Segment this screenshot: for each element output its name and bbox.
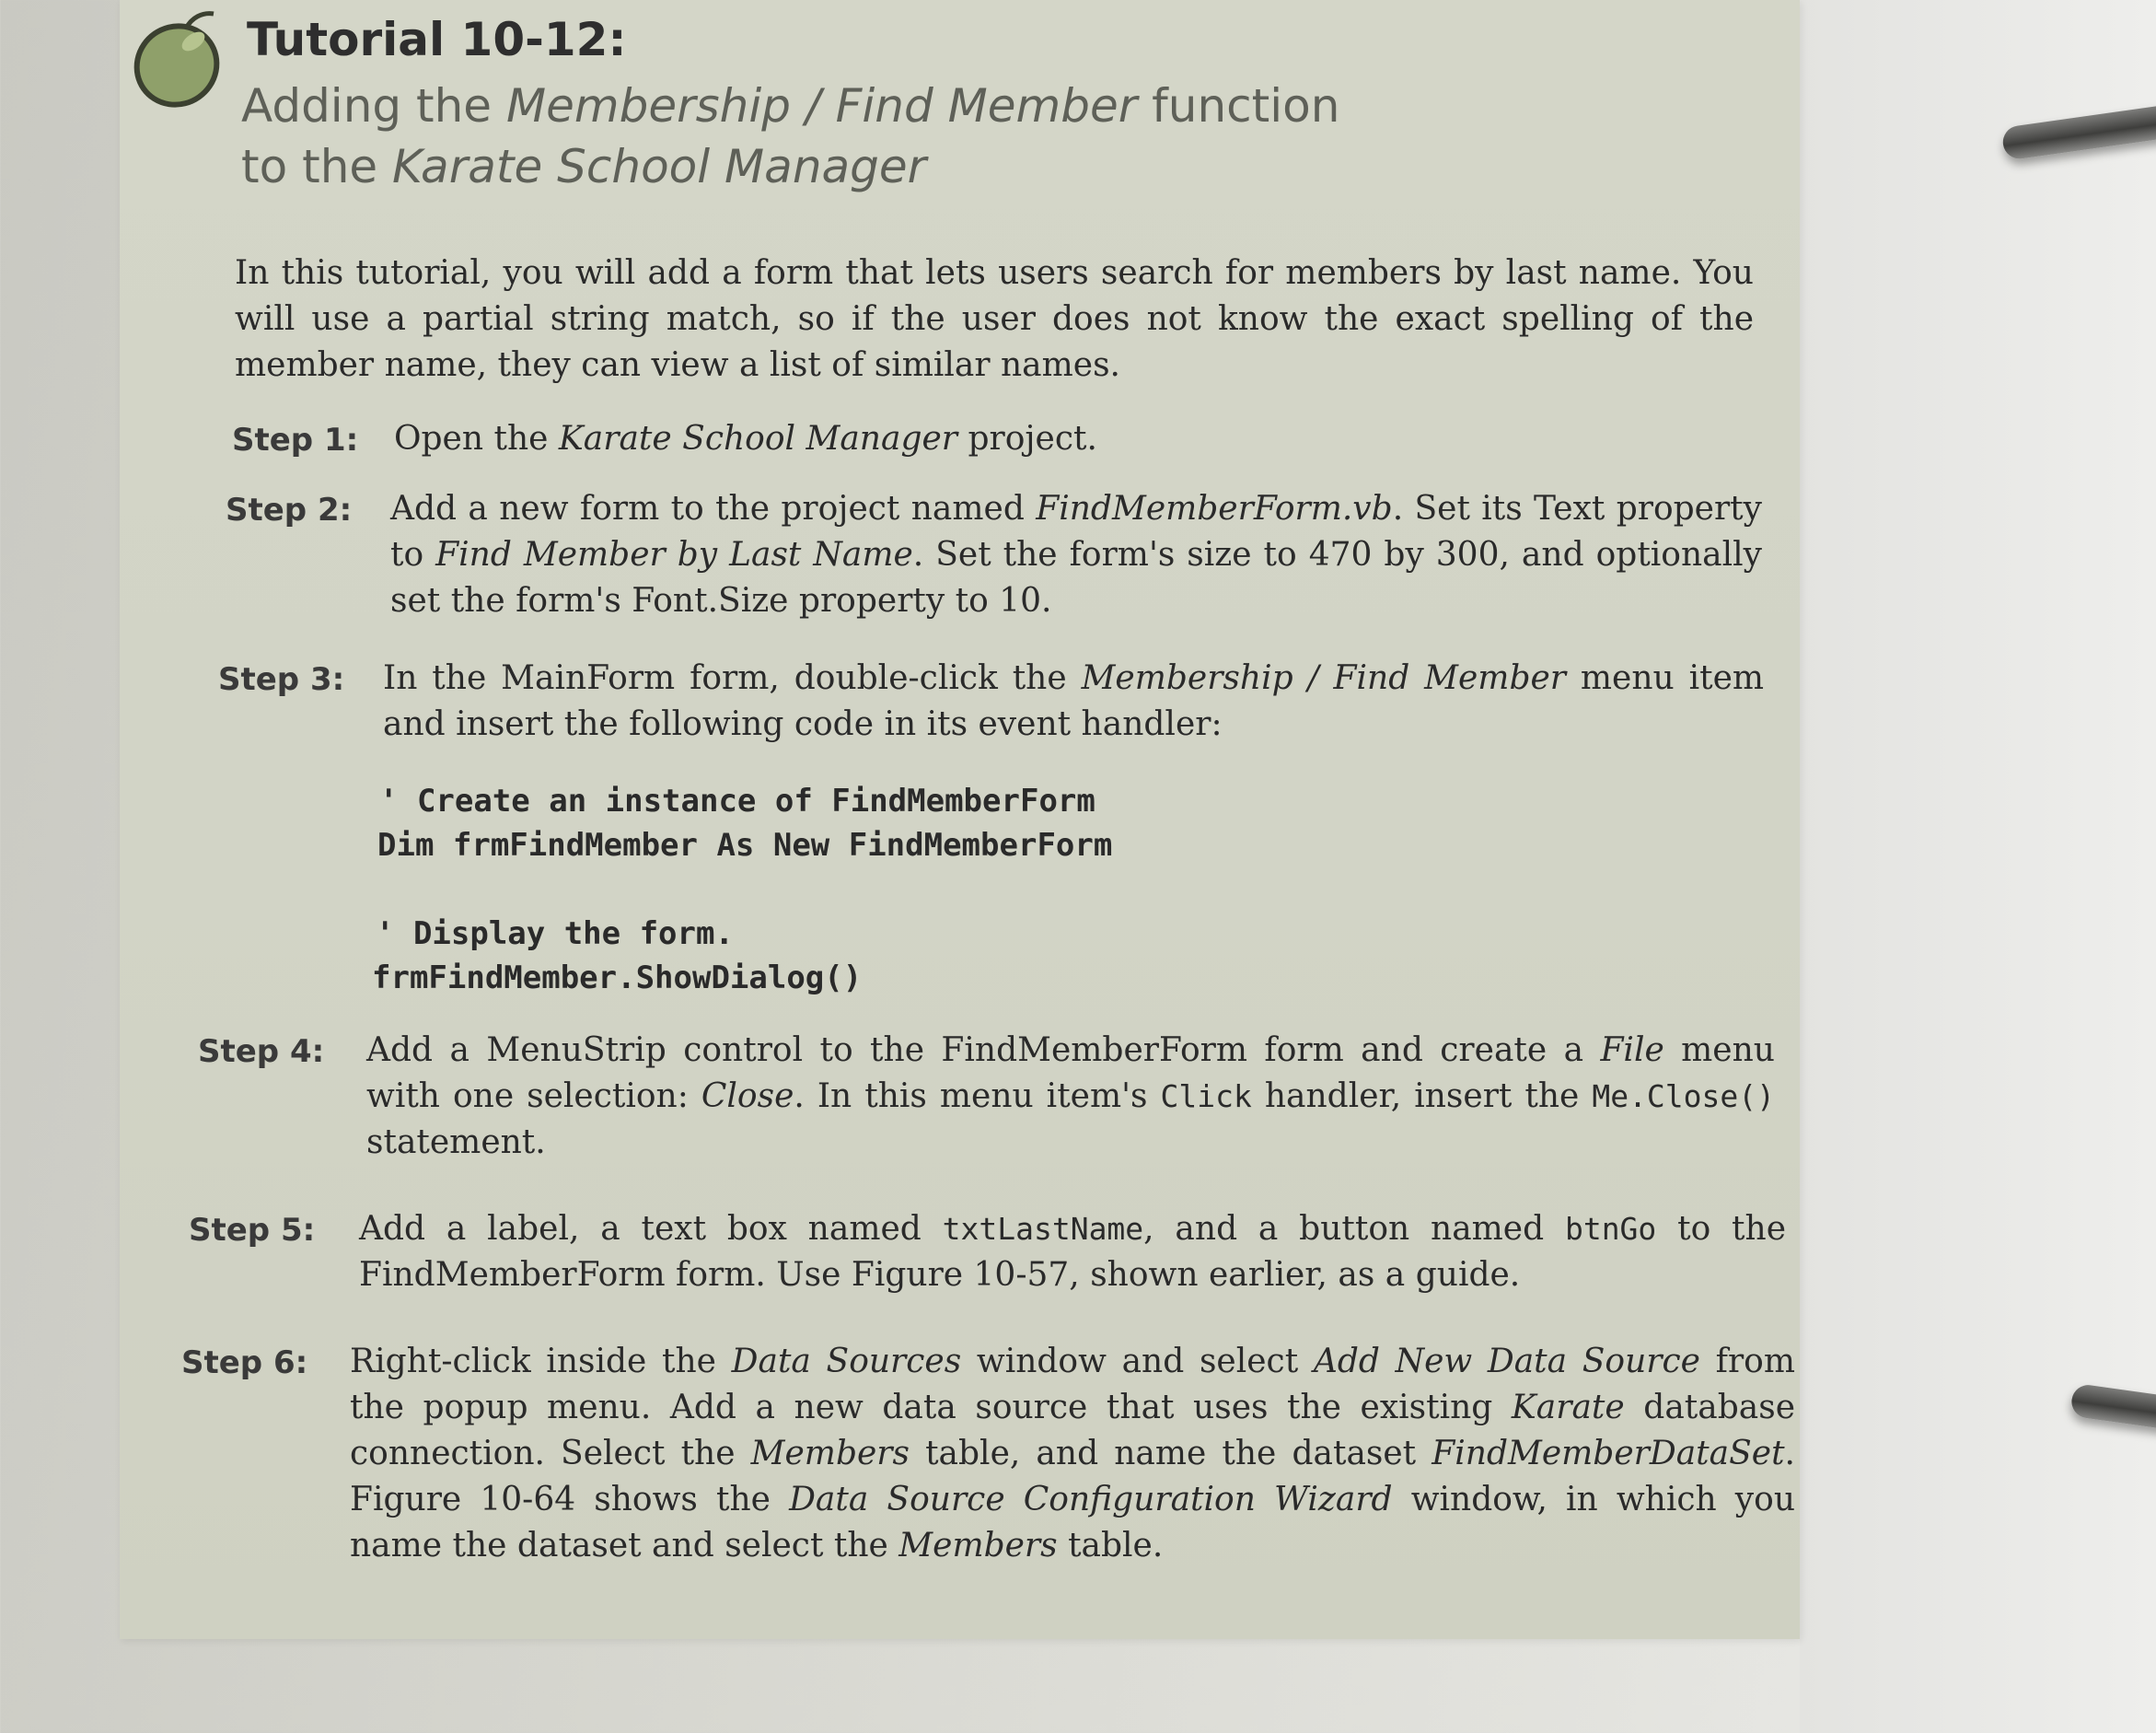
step-5-text: Add a label, a text box named txtLastName, and a button named btnGo to the FindMemberForm form. Use Figure 10-57, shown earlier, as a guide. bbox=[359, 1210, 1786, 1294]
page-margin bbox=[1800, 0, 2156, 1733]
intro-paragraph: In this tutorial, you will add a form that lets users search for members by last name. You will use a partial string match, so if the user does not know the exact spelling of the member name, they can view a list of similar names. bbox=[235, 254, 1754, 384]
tutorial-title-line-1: Adding the Membership / Find Member function bbox=[241, 79, 1340, 133]
code-line: ' Create an instance of FindMemberForm bbox=[379, 783, 1095, 820]
step-5-label: Step 5: bbox=[189, 1212, 316, 1249]
step-4-label: Step 4: bbox=[198, 1033, 325, 1070]
step-1-text: Open the Karate School Manager project. bbox=[394, 420, 1097, 458]
tutorial-title-line-2: to the Karate School Manager bbox=[241, 140, 927, 193]
code-line: frmFindMember.ShowDialog() bbox=[372, 960, 863, 996]
step-2-text: Add a new form to the project named FindMemberForm.vb. Set its Text property to Find Member by Last Name. Set the form's size to 470 by 300, and optionally set the form's Font.Size property to 10. bbox=[390, 490, 1762, 620]
tutorial-label: Tutorial 10-12: bbox=[247, 13, 627, 66]
step-2-label: Step 2: bbox=[226, 492, 353, 529]
step-6-text: Right-click inside the Data Sources window and select Add New Data Source from the popup menu. Add a new data source that uses the existing Karate database connection. Select the Members table, and name the dataset FindMemberDataSet. Figure 10-64 shows the Data Source Configuration Wizard window, in which you name the dataset and select the Members table. bbox=[350, 1343, 1796, 1564]
code-line: ' Display the form. bbox=[376, 915, 734, 952]
step-3-text: In the MainForm form, double-click the Membership / Find Member menu item and insert the following code in its event handler: bbox=[383, 659, 1765, 743]
step-3-label: Step 3: bbox=[218, 661, 345, 698]
step-1-label: Step 1: bbox=[232, 422, 359, 459]
step-4-text: Add a MenuStrip control to the FindMemberForm form and create a File menu with one selection: Close. In this menu item's Click handler, insert the Me.Close() statement. bbox=[366, 1031, 1776, 1161]
code-line: Dim frmFindMember As New FindMemberForm bbox=[377, 827, 1113, 864]
mouse-icon bbox=[129, 5, 230, 110]
step-6-label: Step 6: bbox=[181, 1344, 308, 1381]
